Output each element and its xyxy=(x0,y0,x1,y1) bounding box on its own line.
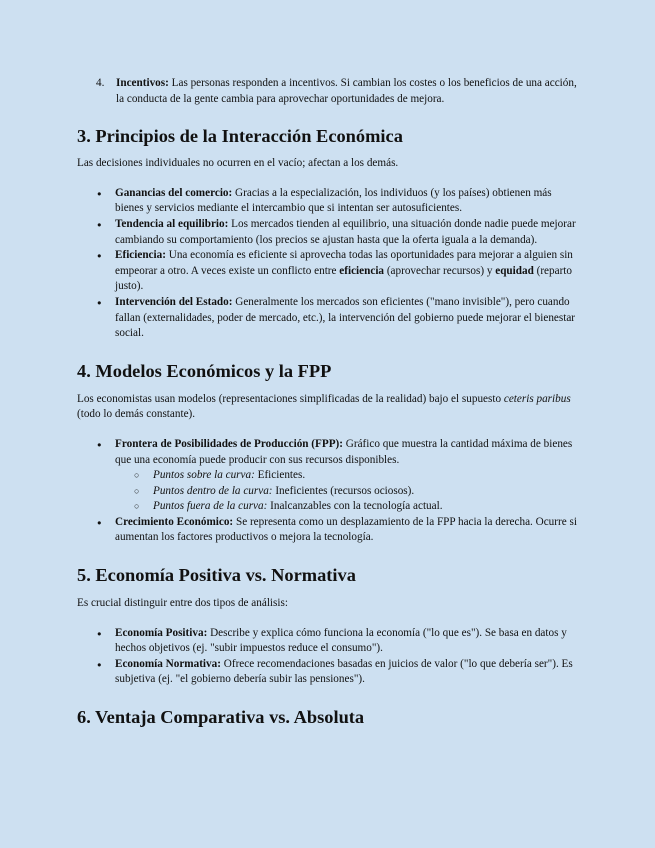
term-label: Economía Positiva: xyxy=(115,626,208,639)
term-text: Gráfico que muestra la cantidad máxima de bienes que una economía puede producir con sus recursos disponibles. xyxy=(115,437,573,466)
emphasis-equidad: equidad xyxy=(495,264,534,277)
term-text: Generalmente los mercados son eficientes ("mano invisible"), pero cuando fallan (externalidades, poder de mercado, etc.), la intervención del gobierno puede mejorar el bienestar social. xyxy=(115,295,576,340)
term-label: Crecimiento Económico: xyxy=(115,515,234,528)
term-label: Economía Normativa: xyxy=(115,657,221,670)
sub-list-item xyxy=(115,499,577,515)
term-text: Gracias a la especialización, los individuos (y los países) obtienen más bienes y servicios mediante el intercambio que si intentan ser autosuficientes. xyxy=(115,186,552,215)
sub-term-label: Puntos fuera de la curva: xyxy=(153,500,268,513)
list-item-text xyxy=(116,76,577,107)
list-item xyxy=(77,295,577,342)
section-4-heading: 4. Modelos Económicos y la FPP xyxy=(77,360,332,381)
list-item xyxy=(77,248,577,295)
term-text: (aprovechar recursos) y xyxy=(384,264,496,277)
intro-text: Los economistas usan modelos (representaciones simplificadas de la realidad) bajo el supuesto xyxy=(77,392,504,405)
term-label: Frontera de Posibilidades de Producción (FPP): xyxy=(115,437,343,450)
sub-list-item xyxy=(115,484,577,500)
list-item-incentivos xyxy=(96,76,577,107)
term-text: Una economía es eficiente si aprovecha todas las oportunidades para mejorar a alguien sin empeorar a otro. A veces existe un conflicto entre xyxy=(115,249,573,277)
term-text: Los mercados tienden al equilibrio, una situación donde nadie puede mejorar cambiando su comportamiento (los precios se ajustan hasta que la oferta iguala a la demanda). xyxy=(115,217,576,246)
list-item xyxy=(77,657,577,688)
term-label: Ganancias del comercio: xyxy=(115,186,233,199)
section-3-heading: 3. Principios de la Interacción Económica xyxy=(77,126,403,147)
sub-term-text: Eficientes. xyxy=(254,469,306,482)
section-4-list xyxy=(77,437,577,546)
sub-list xyxy=(115,468,577,515)
emphasis-eficiencia: eficiencia xyxy=(339,264,385,277)
section-5-intro: Es crucial distinguir entre dos tipos de análisis: xyxy=(77,597,288,610)
section-5-heading: 5. Economía Positiva vs. Normativa xyxy=(77,565,356,586)
intro-text: (todo lo demás constante). xyxy=(77,408,196,421)
sub-list-item xyxy=(115,468,577,484)
sub-term-label: Puntos sobre la curva: xyxy=(153,469,255,482)
list-item xyxy=(77,186,577,217)
section-6-heading: 6. Ventaja Comparativa vs. Absoluta xyxy=(77,707,365,728)
section-5-list xyxy=(77,626,577,688)
term-label: Eficiencia: xyxy=(115,249,166,262)
sub-term-label: Puntos dentro de la curva: xyxy=(153,484,273,497)
list-number: 4. xyxy=(96,77,105,89)
term-label: Tendencia al equilibrio: xyxy=(115,217,229,230)
term-text: (reparto justo). xyxy=(115,264,572,293)
term-label: Incentivos: xyxy=(116,77,169,89)
italic-term: ceteris paribus xyxy=(503,392,571,405)
term-text: Describe y explica cómo funciona la economía ("lo que es"). Se basa en datos y hechos objetivos (ej. "subir impuestos reduce el consumo"). xyxy=(115,626,567,655)
section-3-list xyxy=(77,186,577,342)
sub-term-text: Inalcanzables con la tecnología actual. xyxy=(267,500,443,513)
term-label: Intervención del Estado: xyxy=(115,295,233,308)
section-3-intro: Las decisiones individuales no ocurren en el vacío; afectan a los demás. xyxy=(77,157,399,170)
list-item xyxy=(77,626,577,657)
term-text: Las personas responden a incentivos. Si cambian los costes o los beneficios de una acción, la conducta de la gente cambia para aprovechar oportunidades de mejora. xyxy=(116,77,577,105)
section-4-intro xyxy=(77,392,577,423)
term-text: Se representa como un desplazamiento de la FPP hacia la derecha. Ocurre si aumentan los factores productivos o mejora la tecnología. xyxy=(115,515,577,544)
list-item xyxy=(77,437,577,515)
document-content xyxy=(77,76,577,728)
list-item xyxy=(77,515,577,546)
sub-term-text: Ineficientes (recursos ociosos). xyxy=(272,484,415,497)
list-item xyxy=(77,217,577,248)
term-text: Ofrece recomendaciones basadas en juicios de valor ("lo que debería ser"). Es subjetiva (ej. "el gobierno debería subir las pensiones"). xyxy=(115,657,573,686)
